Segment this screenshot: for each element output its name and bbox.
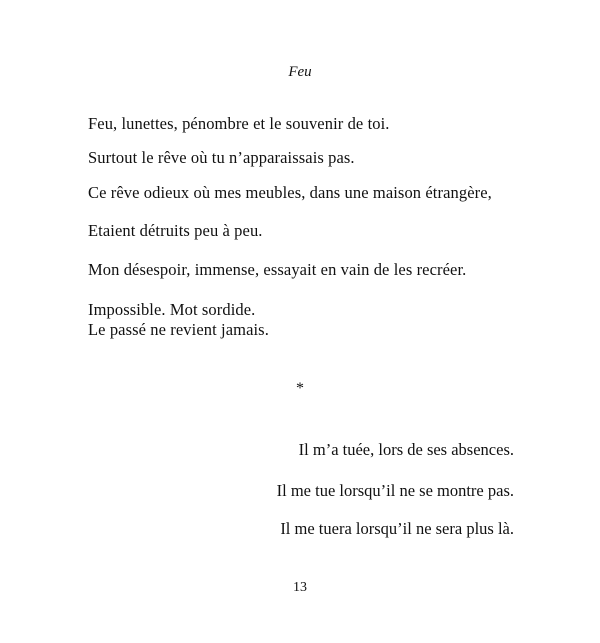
poem-line: Surtout le rêve où tu n’apparaissais pas. xyxy=(88,148,355,167)
poem-line: Etaient détruits peu à peu. xyxy=(88,221,263,240)
section-separator: * xyxy=(296,380,304,397)
poem-line-right: Il m’a tuée, lors de ses absences. xyxy=(298,440,514,459)
poem-line-right: Il me tue lorsqu’il ne se montre pas. xyxy=(276,481,514,500)
poem-line: Mon désespoir, immense, essayait en vain de les recréer. xyxy=(88,260,467,279)
poem-line-right: Il me tuera lorsqu’il ne sera plus là. xyxy=(280,519,514,538)
poem-line: Feu, lunettes, pénombre et le souvenir de toi. xyxy=(88,114,390,133)
poem-title: Feu xyxy=(288,64,312,80)
poem-line: Le passé ne revient jamais. xyxy=(88,320,269,339)
poem-line: Impossible. Mot sordide. xyxy=(88,300,256,319)
page-number: 13 xyxy=(293,580,307,595)
poem-line: Ce rêve odieux où mes meubles, dans une maison étrangère, xyxy=(88,183,492,202)
